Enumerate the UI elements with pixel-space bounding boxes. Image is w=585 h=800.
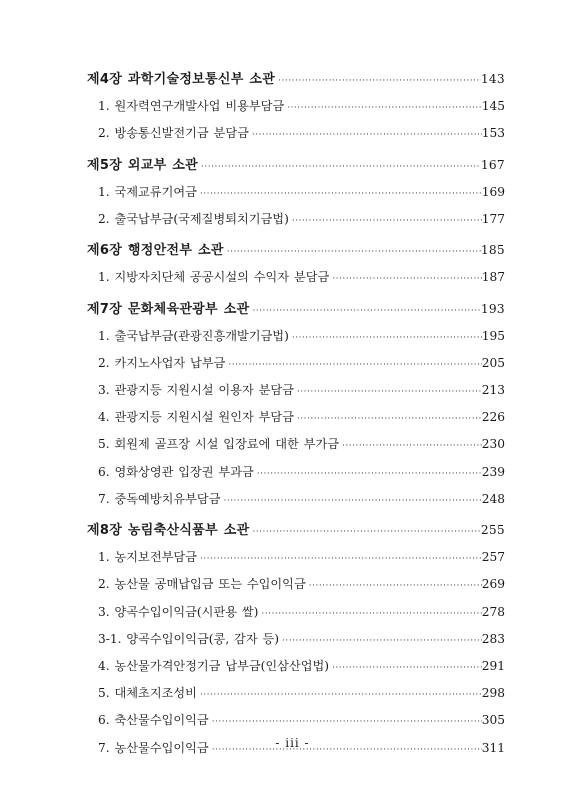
page-ref: 153 bbox=[481, 126, 505, 141]
toc-item-entry[interactable] bbox=[87, 93, 505, 120]
item-title: 7. 중독예방치유부담금 bbox=[98, 491, 221, 506]
page-ref: 195 bbox=[481, 328, 505, 343]
dot-leader bbox=[258, 601, 481, 628]
dot-leader bbox=[284, 95, 482, 122]
page-ref: 213 bbox=[481, 383, 505, 398]
toc-item-entry[interactable] bbox=[87, 571, 505, 598]
page-ref: 255 bbox=[480, 523, 505, 537]
item-title: 5. 회원제 골프장 시설 입장료에 대한 부가금 bbox=[98, 437, 340, 452]
page-ref: 205 bbox=[481, 355, 505, 370]
page-ref: 278 bbox=[481, 604, 505, 619]
page-ref: 305 bbox=[481, 713, 505, 728]
toc-item-entry[interactable] bbox=[87, 599, 505, 626]
item-title: 2. 방송통신발전기금 분담금 bbox=[98, 126, 249, 141]
toc-chapter-entry[interactable] bbox=[87, 152, 505, 179]
dot-leader bbox=[197, 682, 482, 709]
chapter-title: 제8장 농림축산식품부 소관 bbox=[87, 523, 250, 538]
dot-leader bbox=[197, 546, 482, 573]
toc-item-entry[interactable] bbox=[87, 653, 505, 680]
page-ref: 143 bbox=[480, 72, 505, 86]
item-title: 2. 카지노사업자 납부금 bbox=[98, 355, 226, 370]
toc-item-entry[interactable] bbox=[87, 350, 505, 377]
page-ref: 283 bbox=[481, 631, 505, 646]
dot-leader bbox=[275, 68, 481, 95]
page-ref: 169 bbox=[481, 184, 505, 199]
toc-item-entry[interactable] bbox=[87, 120, 505, 147]
item-title: 5. 대체초지조성비 bbox=[98, 686, 197, 701]
toc-item-entry[interactable] bbox=[87, 179, 505, 206]
dot-leader bbox=[279, 628, 482, 655]
page-ref: 291 bbox=[481, 658, 505, 673]
item-title: 6. 축산물수입이익금 bbox=[98, 713, 209, 728]
chapter-title: 제5장 외교부 소관 bbox=[87, 157, 199, 173]
dot-leader bbox=[198, 154, 481, 181]
toc-item-entry[interactable] bbox=[87, 323, 505, 350]
page-number: - iii - bbox=[275, 736, 310, 750]
page-ref: 145 bbox=[481, 99, 505, 114]
page-ref: 193 bbox=[480, 301, 505, 316]
item-title: 4. 농산물가격안정기금 납부금(인삼산업법) bbox=[98, 658, 330, 673]
item-title: 6. 영화상영관 입장권 부과금 bbox=[98, 464, 254, 479]
chapter-title: 제7장 문화체육관광부 소관 bbox=[87, 301, 250, 317]
item-title: 3. 양곡수입이익금(시판용 쌀) bbox=[98, 604, 259, 619]
dot-leader bbox=[249, 519, 480, 546]
table-of-contents bbox=[87, 66, 505, 762]
page-ref: 187 bbox=[481, 270, 505, 285]
item-title: 1. 국제교류기여금 bbox=[98, 184, 197, 199]
dot-leader bbox=[289, 325, 482, 352]
dot-leader bbox=[224, 239, 481, 266]
chapter-title: 제6장 행정안전부 소관 bbox=[87, 243, 224, 259]
page-ref: 177 bbox=[481, 211, 505, 226]
page-ref: 248 bbox=[481, 491, 505, 506]
page-ref: 230 bbox=[481, 437, 505, 452]
page-ref: 257 bbox=[481, 550, 505, 565]
page-ref: 311 bbox=[481, 740, 505, 755]
toc-item-entry[interactable] bbox=[87, 626, 505, 653]
item-title: 4. 관광지등 지원시설 원인자 부담금 bbox=[98, 410, 294, 425]
toc-item-entry[interactable] bbox=[87, 206, 505, 233]
dot-leader bbox=[339, 433, 482, 460]
toc-chapter-entry[interactable] bbox=[87, 237, 505, 264]
toc-item-entry[interactable] bbox=[87, 264, 505, 291]
toc-item-entry[interactable] bbox=[87, 544, 505, 571]
toc-chapter-entry[interactable] bbox=[87, 296, 505, 323]
toc-item-entry[interactable] bbox=[87, 707, 505, 734]
item-title: 1. 원자력연구개발사업 비용부담금 bbox=[98, 99, 285, 114]
page-ref: 239 bbox=[481, 464, 505, 479]
item-title: 1. 출국납부금(관광진흥개발기금법) bbox=[98, 328, 289, 343]
dot-leader bbox=[197, 181, 482, 208]
toc-item-entry[interactable] bbox=[87, 459, 505, 486]
dot-leader bbox=[294, 379, 482, 406]
dot-leader bbox=[289, 208, 482, 235]
page-ref: 298 bbox=[481, 686, 505, 701]
toc-item-entry[interactable] bbox=[87, 486, 505, 513]
page-ref: 226 bbox=[481, 410, 505, 425]
item-title: 1. 농지보전부담금 bbox=[98, 550, 197, 565]
dot-leader bbox=[249, 122, 482, 149]
toc-chapter-entry[interactable] bbox=[87, 517, 505, 544]
item-title: 2. 농산물 공매납입금 또는 수입이익금 bbox=[98, 577, 306, 592]
dot-leader bbox=[294, 406, 482, 433]
dot-leader bbox=[306, 573, 482, 600]
page-ref: 269 bbox=[481, 577, 505, 592]
toc-item-entry[interactable] bbox=[87, 377, 505, 404]
dot-leader bbox=[249, 298, 480, 325]
page-ref: 185 bbox=[480, 243, 505, 258]
page-ref: 167 bbox=[480, 157, 505, 172]
dot-leader bbox=[254, 461, 482, 488]
item-title: 3-1. 양곡수입이익금(콩, 감자 등) bbox=[98, 631, 280, 646]
item-title: 3. 관광지등 지원시설 이용자 분담금 bbox=[98, 383, 294, 398]
dot-leader bbox=[329, 266, 481, 293]
toc-item-entry[interactable] bbox=[87, 431, 505, 458]
dot-leader bbox=[329, 655, 482, 682]
dot-leader bbox=[209, 709, 482, 736]
dot-leader bbox=[220, 488, 481, 515]
toc-item-entry[interactable] bbox=[87, 680, 505, 707]
item-title: 1. 지방자치단체 공공시설의 수익자 분담금 bbox=[98, 270, 330, 285]
item-title: 2. 출국납부금(국제질병퇴치기금법) bbox=[98, 211, 289, 226]
toc-item-entry[interactable] bbox=[87, 404, 505, 431]
toc-chapter-entry[interactable] bbox=[87, 66, 505, 93]
item-title: 7. 농산물수입이익금 bbox=[98, 740, 209, 755]
chapter-title: 제4장 과학기술정보통신부 소관 bbox=[87, 72, 276, 87]
dot-leader bbox=[225, 352, 481, 379]
